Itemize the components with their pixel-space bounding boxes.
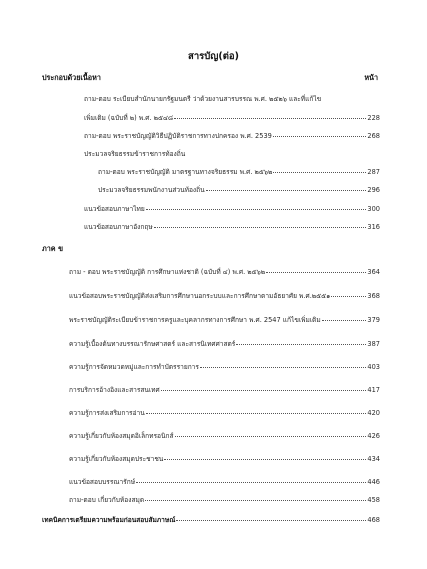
toc-entry-1-page: 268 bbox=[367, 132, 380, 140]
toc-entry-5-text: แนวข้อสอบภาษาไทย bbox=[84, 205, 145, 213]
leader-dots bbox=[145, 499, 366, 501]
toc-entry-14-page: 426 bbox=[367, 432, 380, 440]
toc-entry-17-text: ถาม-ตอบ เกี่ยวกับห้องสมุด bbox=[69, 496, 145, 504]
leader-dots bbox=[266, 271, 366, 273]
toc-entry-9[interactable] bbox=[69, 316, 380, 325]
toc-entry-16[interactable] bbox=[69, 478, 380, 487]
toc-entry-13-page: 420 bbox=[367, 409, 380, 417]
toc-entry-12-text: การบริการอ้างอิงและสารสนเทศ bbox=[69, 386, 160, 394]
section-header-page: หน้า bbox=[364, 73, 378, 82]
toc-entry-10-text: ความรู้เบื้องต้นทางบรรณารักษศาสตร์ และสารนิเทศศาสตร์ bbox=[69, 340, 236, 348]
toc-entry-14[interactable] bbox=[69, 432, 380, 441]
toc-entry-6-text: แนวข้อสอบภาษาอังกฤษ bbox=[84, 223, 153, 231]
leader-dots bbox=[331, 295, 366, 297]
toc-entry-15-page: 434 bbox=[367, 455, 380, 463]
toc-entry-14-text: ความรู้เกี่ยวกับห้องสมุดอิเล็กทรอนิกส์ bbox=[69, 432, 174, 440]
toc-entry-10[interactable] bbox=[69, 340, 380, 349]
leader-dots bbox=[206, 189, 367, 191]
leader-dots bbox=[136, 481, 366, 483]
toc-entry-13-text: ความรู้การส่งเสริมการอ่าน bbox=[69, 409, 145, 417]
toc-entry-1-text: ถาม-ตอบ พระราชบัญญัติวิธีปฏิบัติราชการทางปกครอง พ.ศ. 2539 bbox=[84, 132, 272, 140]
toc-entry-0-page: 228 bbox=[367, 114, 380, 122]
toc-entry-17[interactable] bbox=[69, 496, 380, 505]
toc-entry-2-heading: ประมวลจริยธรรมข้าราชการท้องถิ่น bbox=[84, 150, 186, 158]
toc-entry-7-page: 364 bbox=[367, 268, 380, 276]
toc-entry-0-line1: ถาม-ตอบ ระเบียบสำนักนายกรัฐมนตรี ว่าด้วยงานสารบรรณ พ.ศ. ๒๕๒๖ และที่แก้ไข bbox=[84, 95, 322, 103]
toc-entry-12[interactable] bbox=[69, 386, 380, 395]
section-header-contents: ประกอบด้วยเนื้อหา bbox=[42, 73, 101, 82]
toc-entry-10-page: 387 bbox=[367, 340, 380, 348]
toc-entry-15-text: ความรู้เกี่ยวกับห้องสมุดประชาชน bbox=[69, 455, 164, 463]
toc-entry-7-text: ถาม - ตอบ พระราชบัญญัติ การศึกษาแห่งชาติ (ฉบับที่ ๔) พ.ศ. ๒๕๖๒ bbox=[69, 268, 266, 276]
toc-entry-5-page: 300 bbox=[367, 205, 380, 213]
toc-entry-18-page: 468 bbox=[367, 516, 380, 524]
toc-entry-18[interactable] bbox=[42, 516, 380, 525]
leader-dots bbox=[236, 343, 366, 345]
leader-dots bbox=[146, 208, 367, 210]
toc-entry-4-text: ประมวลจริยธรรมพนักงานส่วนท้องถิ่น bbox=[98, 186, 205, 194]
toc-entry-3-text: ถาม-ตอบ พระราชบัญญัติ มาตรฐานทางจริยธรรม พ.ศ. ๒๕๖๒ bbox=[98, 168, 273, 176]
leader-dots bbox=[176, 519, 366, 521]
part-label: ภาค ข bbox=[42, 244, 63, 253]
toc-entry-3[interactable] bbox=[98, 168, 380, 177]
leader-dots bbox=[154, 226, 367, 228]
page-title: สารบัญ(ต่อ) bbox=[188, 51, 239, 62]
toc-entry-8-text: แนวข้อสอบพระราชบัญญัติส่งเสริมการศึกษานอกระบบและการศึกษาตามอัธยาศัย พ.ศ.๒๕๕๑ bbox=[69, 292, 331, 300]
toc-entry-13[interactable] bbox=[69, 409, 380, 418]
toc-entry-11[interactable] bbox=[69, 363, 380, 372]
toc-entry-7[interactable] bbox=[69, 268, 380, 277]
leader-dots bbox=[175, 435, 367, 437]
toc-entry-16-page: 446 bbox=[367, 478, 380, 486]
toc-entry-17-page: 458 bbox=[367, 496, 380, 504]
toc-entry-1[interactable] bbox=[84, 132, 380, 141]
toc-entry-11-page: 403 bbox=[367, 363, 380, 371]
toc-entry-6-page: 316 bbox=[367, 223, 380, 231]
toc-entry-8-page: 368 bbox=[367, 292, 380, 300]
toc-entry-4[interactable] bbox=[98, 186, 380, 195]
toc-entry-11-text: ความรู้การจัดหมวดหมู่และการทำบัตรรายการ bbox=[69, 363, 199, 371]
toc-entry-9-text: พระราชบัญญัติระเบียบข้าราชการครูและบุคลากรทางการศึกษา พ.ศ. 2547 แก้ไขเพิ่มเติม bbox=[69, 316, 321, 324]
toc-entry-5[interactable] bbox=[84, 205, 380, 214]
leader-dots bbox=[273, 135, 367, 137]
toc-entry-15[interactable] bbox=[69, 455, 380, 464]
toc-entry-0[interactable] bbox=[84, 114, 380, 123]
leader-dots bbox=[174, 117, 366, 119]
toc-entry-12-page: 417 bbox=[367, 386, 380, 394]
leader-dots bbox=[273, 171, 366, 173]
toc-entry-4-page: 296 bbox=[367, 186, 380, 194]
leader-dots bbox=[164, 458, 366, 460]
leader-dots bbox=[322, 319, 367, 321]
toc-entry-8[interactable] bbox=[69, 292, 380, 301]
toc-entry-9-page: 379 bbox=[367, 316, 380, 324]
leader-dots bbox=[161, 389, 367, 391]
toc-entry-18-text: เทคนิคการเตรียมความพร้อมก่อนสอบสัมภาษณ์ bbox=[42, 516, 176, 524]
leader-dots bbox=[200, 366, 366, 368]
toc-entry-0-text: เพิ่มเติม (ฉบับที่ ๒) พ.ศ. ๒๕๔๘ bbox=[84, 114, 174, 122]
toc-entry-16-text: แนวข้อสอบบรรณารักษ์ bbox=[69, 478, 136, 486]
toc-entry-6[interactable] bbox=[84, 223, 380, 232]
leader-dots bbox=[146, 412, 367, 414]
toc-entry-3-page: 287 bbox=[367, 168, 380, 176]
